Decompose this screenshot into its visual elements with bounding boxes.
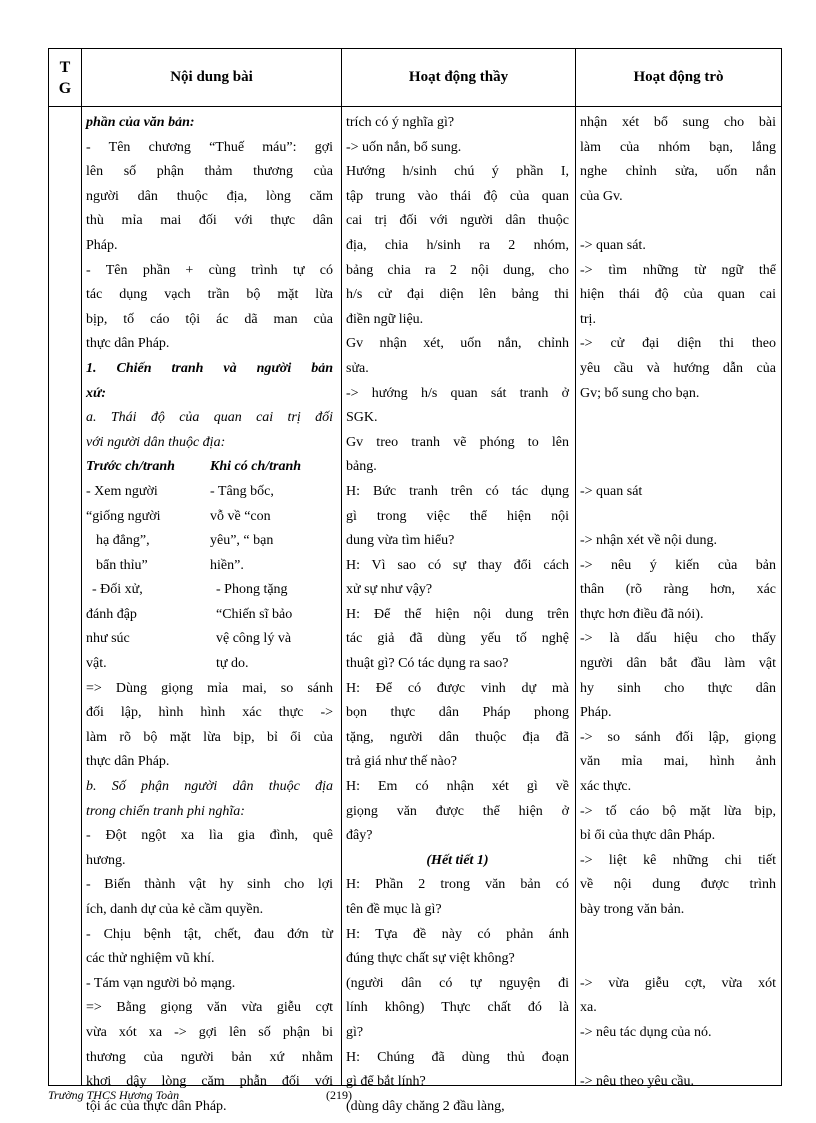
comparison-before: đánh đập — [86, 606, 137, 622]
teacher-line: tên đề mục là gì? — [346, 902, 442, 917]
teacher-line: gì trong việc thể hiện nội — [346, 508, 569, 524]
teacher-line: dung vừa tìm hiểu? — [346, 533, 455, 549]
content-line: => Dùng giọng mỉa mai, so sánh — [86, 680, 333, 696]
comparison-before: vật. — [86, 656, 107, 672]
teacher-line: trích có ý nghĩa gì? — [346, 115, 455, 130]
content-column — [86, 111, 333, 1119]
column-divider — [575, 49, 576, 1085]
student-line: -> nêu ý kiến của bản — [580, 557, 776, 573]
content-line: khơi dậy lòng căm phẫn đối với — [86, 1074, 333, 1090]
student-line: -> vừa giễu cợt, vừa xót — [580, 975, 776, 991]
comparison-header — [86, 455, 333, 480]
teacher-line: tặng, người dân thuộc địa đã — [346, 729, 569, 745]
comparison-row — [86, 627, 333, 652]
student-line: -> liệt kê những chi tiết — [580, 852, 776, 868]
content-line: phần của văn bản: — [86, 115, 195, 130]
teacher-line: bọn thực dân Pháp phong — [346, 705, 569, 721]
subsection-heading: với người dân thuộc địa: — [86, 434, 226, 450]
comparison-before: hạ đẳng”, — [96, 533, 150, 549]
student-line: yêu cầu và hướng dẫn của — [580, 360, 776, 376]
teacher-line: cai trị đối với người dân thuộc — [346, 213, 569, 229]
student-line: hiện thái độ của quan cai — [580, 287, 776, 303]
section-heading: xứ: — [86, 385, 107, 401]
subsection-heading: trong chiến tranh phi nghĩa: — [86, 803, 245, 819]
blank-line — [580, 209, 776, 234]
teacher-line: bảng chia ra 2 nội dung, cho — [346, 262, 569, 278]
teacher-line: (dùng dây chăng 2 đầu làng, — [346, 1098, 505, 1114]
student-line: nghe chỉnh sửa, uốn nắn — [580, 164, 776, 180]
comparison-after: tự do. — [216, 656, 249, 672]
content-line: tác dụng vạch trần bộ mặt lừa — [86, 287, 333, 303]
student-line: bỉ ổi của thực dân Pháp. — [580, 828, 716, 844]
comparison-before: “giống người — [86, 508, 161, 524]
teacher-line: -> hướng h/s quan sát tranh ở — [346, 385, 569, 401]
comparison-row — [86, 505, 333, 530]
comparison-after: hiền”. — [210, 557, 244, 573]
teacher-line: -> uốn nắn, bổ sung. — [346, 139, 462, 155]
section-heading: 1. Chiến tranh và người bản — [86, 360, 333, 376]
blank-line — [580, 406, 776, 431]
blank-line — [580, 455, 776, 480]
teacher-line: H: Chúng đã dùng thủ đoạn — [346, 1049, 569, 1065]
student-line: trị. — [580, 311, 596, 327]
subsection-heading: b. Số phận người dân thuộc địa — [86, 779, 333, 795]
teacher-line: Gv treo tranh vẽ phóng to lên — [346, 434, 569, 450]
subsection-heading: a. Thái độ của quan cai trị đối — [86, 410, 333, 426]
blank-line — [580, 431, 776, 456]
footer-school: Trường THCS Hương Toàn — [48, 1088, 180, 1102]
student-line: xa. — [580, 1000, 597, 1016]
content-line: Pháp. — [86, 237, 118, 253]
content-line: thù mỉa mai đối với thực dân — [86, 213, 333, 229]
blank-line — [580, 1046, 776, 1071]
teacher-line: H: Bức tranh trên có tác dụng — [346, 483, 569, 499]
comparison-after: yêu”, “ bạn — [210, 533, 274, 549]
student-line: -> quan sát — [580, 483, 643, 499]
student-line: -> nêu theo yêu cầu. — [580, 1074, 695, 1090]
comparison-after: vệ công lý và — [216, 631, 292, 647]
header-tg-bottom: G — [58, 79, 72, 97]
content-line: hương. — [86, 852, 126, 868]
teacher-line: đúng thực chất sự việt không? — [346, 951, 515, 967]
footer-page-number: (219) — [326, 1088, 352, 1102]
student-line: thân (rõ ràng hơn, xác — [580, 582, 776, 598]
teacher-line: Hướng h/sinh chú ý phần I, — [346, 164, 569, 180]
header-tg-top: T — [59, 58, 71, 76]
content-line: - Tên phần + cùng trình tự có — [86, 262, 333, 278]
blank-line — [580, 947, 776, 972]
teacher-line: H: Để thể hiện nội dung trên — [346, 606, 569, 622]
content-line: thực dân Pháp. — [86, 754, 170, 770]
student-line: -> tìm những từ ngữ thể — [580, 262, 776, 278]
content-line: tội ác của thực dân Pháp. — [86, 1098, 227, 1114]
content-line: vừa xót xa -> gợi lên số phận bi — [86, 1024, 333, 1040]
student-line: -> tố cáo bộ mặt lừa bịp, — [580, 803, 776, 819]
teacher-line: H: Phần 2 trong văn bản có — [346, 877, 569, 893]
comparison-header-after: Khi có ch/tranh — [210, 459, 302, 475]
comparison-before: - Đối xử, — [92, 582, 143, 598]
header-divider — [49, 106, 781, 107]
comparison-row — [86, 529, 333, 554]
comparison-after: - Phong tặng — [216, 582, 288, 598]
lesson-end-marker: (Hết tiết 1) — [426, 852, 489, 868]
comparison-row — [86, 578, 333, 603]
header-teacher: Hoạt động thầy — [408, 69, 509, 85]
content-line: - Tên chương “Thuế máu”: gợi — [86, 139, 333, 155]
content-line: thực dân Pháp. — [86, 336, 170, 352]
student-line: người dân bắt đầu làm vật — [580, 656, 776, 672]
comparison-before: - Xem người — [86, 483, 158, 499]
comparison-row — [86, 480, 333, 505]
teacher-line: gì để bắt lính? — [346, 1074, 426, 1090]
header-content: Nội dung bài — [170, 69, 253, 85]
student-line: -> quan sát. — [580, 237, 646, 253]
header-student: Hoạt động trò — [633, 69, 724, 85]
student-line: nhận xét bổ sung cho bài — [580, 115, 776, 130]
student-line: Gv; bổ sung cho bạn. — [580, 385, 700, 401]
teacher-line: h/s cử đại diện lên bảng thi — [346, 287, 569, 303]
student-line: -> là dấu hiệu cho thấy — [580, 631, 776, 647]
teacher-line: Gv nhận xét, uốn nắn, chỉnh — [346, 336, 569, 352]
student-line: về nội dung được trình — [580, 877, 776, 893]
comparison-row — [86, 603, 333, 628]
student-line: Pháp. — [580, 705, 612, 721]
content-line: - Tám vạn người bỏ mạng. — [86, 975, 236, 991]
content-line: bịp, tố cáo tội ác dã man của — [86, 311, 333, 327]
student-line: làm của nhóm bạn, lắng — [580, 139, 776, 155]
teacher-line: gì? — [346, 1024, 364, 1040]
student-line: -> cử đại diện thi theo — [580, 336, 776, 352]
comparison-after: vỗ về “con — [210, 508, 271, 524]
teacher-line: H: Để có được vinh dự mà — [346, 680, 569, 696]
student-line: thực hơn điều đã nói). — [580, 606, 704, 622]
teacher-line: bảng. — [346, 459, 377, 475]
teacher-line: (người dân có tự nguyện đi — [346, 975, 569, 991]
content-line: ích, danh dự của kẻ cầm quyền. — [86, 902, 264, 917]
teacher-line: H: Vì sao có sự thay đổi cách — [346, 557, 569, 573]
comparison-row — [86, 652, 333, 677]
teacher-line: giọng văn được thể hiện ở — [346, 803, 569, 819]
content-line: người dân thuộc địa, lòng căm — [86, 188, 333, 204]
teacher-line: tập trung vào thái độ của quan — [346, 188, 569, 204]
teacher-column — [346, 111, 569, 1119]
content-line: - Đột ngột xa lìa gia đình, quê — [86, 828, 333, 844]
column-divider — [341, 49, 342, 1085]
content-line: => Bằng giọng văn vừa giễu cợt — [86, 1000, 333, 1016]
student-line: bày trong văn bản. — [580, 902, 685, 917]
content-line: đối lập, hình hình xác thực -> — [86, 705, 333, 721]
student-line: -> so sánh đối lập, giọng — [580, 729, 776, 745]
teacher-line: địa, chia h/sinh ra 2 nhóm, — [346, 237, 569, 253]
teacher-line: SGK. — [346, 410, 378, 426]
teacher-line: sửa. — [346, 360, 369, 376]
content-line: lên số phận thảm thương của — [86, 164, 333, 180]
student-line: của Gv. — [580, 188, 623, 204]
teacher-line: lính không) Thực chất đó là — [346, 1000, 569, 1016]
student-line: văn mỉa mai, hình ảnh — [580, 754, 776, 770]
teacher-line: đây? — [346, 828, 373, 844]
header-tg — [49, 49, 81, 106]
content-line: các thử nghiệm vũ khí. — [86, 951, 215, 967]
comparison-row — [86, 554, 333, 579]
teacher-line: thuật gì? Có tác dụng ra sao? — [346, 656, 509, 672]
teacher-line: trả giá như thế nào? — [346, 754, 457, 770]
content-line: - Biến thành vật hy sinh cho lợi — [86, 877, 333, 893]
comparison-before: như súc — [86, 631, 130, 647]
comparison-after: - Tâng bốc, — [210, 483, 274, 499]
content-line: thương của người bản xứ nhằm — [86, 1049, 333, 1065]
content-line: - Chịu bệnh tật, chết, đau đớn từ — [86, 926, 333, 942]
comparison-after: “Chiến sĩ bảo — [216, 606, 293, 622]
comparison-header-before: Trước ch/tranh — [86, 459, 175, 475]
teacher-line: điền ngữ liệu. — [346, 311, 424, 327]
student-line: -> nêu tác dụng của nó. — [580, 1024, 712, 1040]
student-line: -> nhận xét về nội dung. — [580, 533, 717, 549]
student-line: hy sinh cho thực dân — [580, 680, 776, 696]
student-line: xác thực. — [580, 779, 632, 795]
teacher-line: H: Em có nhận xét gì về — [346, 779, 569, 795]
blank-line — [580, 923, 776, 948]
blank-line — [580, 505, 776, 530]
teacher-line: tác giả đã dùng yếu tố nghệ — [346, 631, 569, 647]
content-line: làm rõ bộ mặt lừa bịp, bỉ ổi của — [86, 729, 333, 745]
student-column — [580, 111, 776, 1095]
column-divider — [81, 49, 82, 1085]
teacher-line: H: Tựa đề này có phản ánh — [346, 926, 569, 942]
comparison-before: bẩn thỉu” — [96, 557, 148, 573]
teacher-line: xử sự như vậy? — [346, 582, 433, 598]
